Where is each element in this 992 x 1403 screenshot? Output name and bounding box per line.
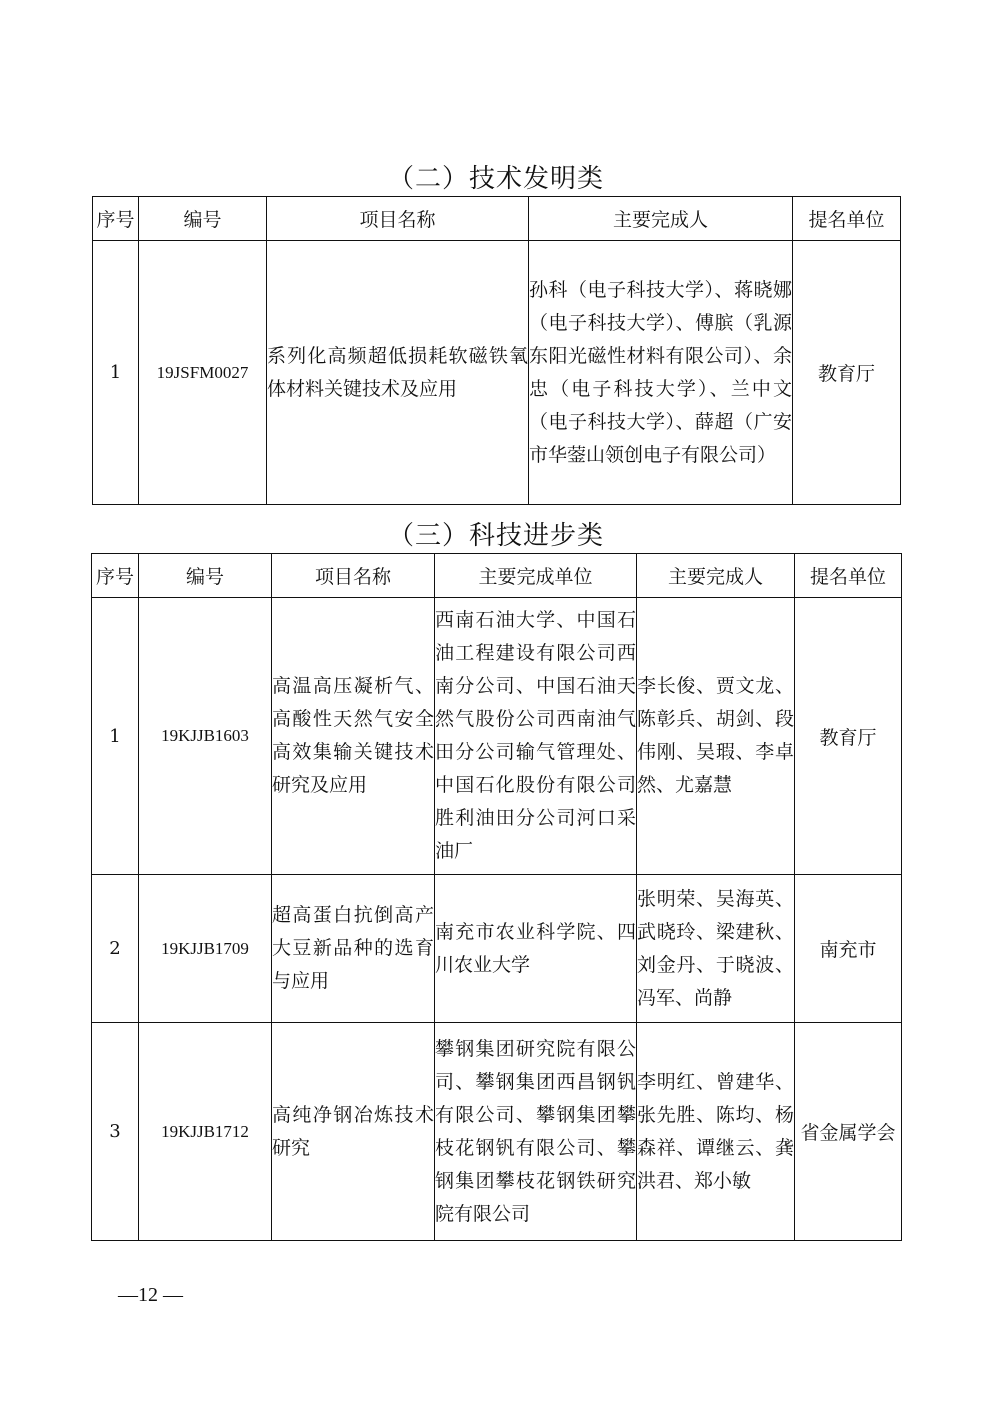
header-cell: 主要完成单位 [435, 554, 637, 598]
main-people: 李明红、曾建华、张先胜、陈均、杨森祥、谭继云、龚洪君、郑小敏 [637, 1023, 795, 1241]
header-cell: 提名单位 [793, 197, 901, 241]
nominator: 省金属学会 [795, 1023, 902, 1241]
header-cell: 序号 [93, 197, 139, 241]
main-units: 西南石油大学、中国石油工程建设有限公司西南分公司、中国石油天然气股份公司西南油气田分公司输气管理处、中国石化股份有限公司胜利油田分公司河口采油厂 [435, 598, 637, 875]
invention-table [92, 196, 901, 505]
progress-table [91, 553, 902, 1241]
table-row [92, 1023, 902, 1241]
section-title-invention: （二）技术发明类 [387, 164, 604, 194]
header-cell: 主要完成人 [529, 197, 793, 241]
header-cell: 编号 [139, 554, 272, 598]
main-people: 张明荣、吴海英、武晓玲、梁建秋、刘金丹、于晓波、冯军、尚静 [637, 875, 795, 1023]
table-header-row [92, 554, 902, 598]
project-name: 高温高压凝析气、高酸性天然气安全高效集输关键技术研究及应用 [272, 598, 435, 875]
main-units: 南充市农业科学院、四川农业大学 [435, 875, 637, 1023]
section-title-progress: （三）科技进步类 [387, 521, 604, 551]
main-people: 李长俊、贾文龙、陈彰兵、胡剑、段伟刚、吴瑕、李卓然、尤嘉慧 [637, 598, 795, 875]
table-row [92, 875, 902, 1023]
page-number: —12 — [118, 1284, 183, 1306]
header-cell: 主要完成人 [637, 554, 795, 598]
nominator: 教育厅 [795, 598, 902, 875]
project-name: 超高蛋白抗倒高产大豆新品种的选育与应用 [272, 875, 435, 1023]
row-number: 3 [92, 1023, 139, 1241]
project-code: 19JSFM0027 [139, 241, 267, 505]
header-cell: 提名单位 [795, 554, 902, 598]
project-code: 19KJJB1712 [139, 1023, 272, 1241]
header-cell: 序号 [92, 554, 139, 598]
project-name: 系列化高频超低损耗软磁铁氧体材料关键技术及应用 [267, 241, 529, 505]
project-code: 19KJJB1709 [139, 875, 272, 1023]
table-row [93, 241, 901, 505]
main-people: 孙科（电子科技大学）、蒋晓娜（电子科技大学）、傅膑（乳源东阳光磁性材料有限公司）、余忠（电子科技大学）、兰中文（电子科技大学）、薛超（广安市华蓥山领创电子有限公司） [529, 241, 793, 505]
header-cell: 项目名称 [267, 197, 529, 241]
nominator: 南充市 [795, 875, 902, 1023]
header-cell: 项目名称 [272, 554, 435, 598]
row-number: 1 [93, 241, 139, 505]
table-header-row [93, 197, 901, 241]
main-units: 攀钢集团研究院有限公司、攀钢集团西昌钢钒有限公司、攀钢集团攀枝花钢钒有限公司、攀钢集团攀枝花钢铁研究院有限公司 [435, 1023, 637, 1241]
table-row [92, 598, 902, 875]
project-code: 19KJJB1603 [139, 598, 272, 875]
header-cell: 编号 [139, 197, 267, 241]
row-number: 2 [92, 875, 139, 1023]
nominator: 教育厅 [793, 241, 901, 505]
row-number: 1 [92, 598, 139, 875]
project-name: 高纯净钢冶炼技术研究 [272, 1023, 435, 1241]
